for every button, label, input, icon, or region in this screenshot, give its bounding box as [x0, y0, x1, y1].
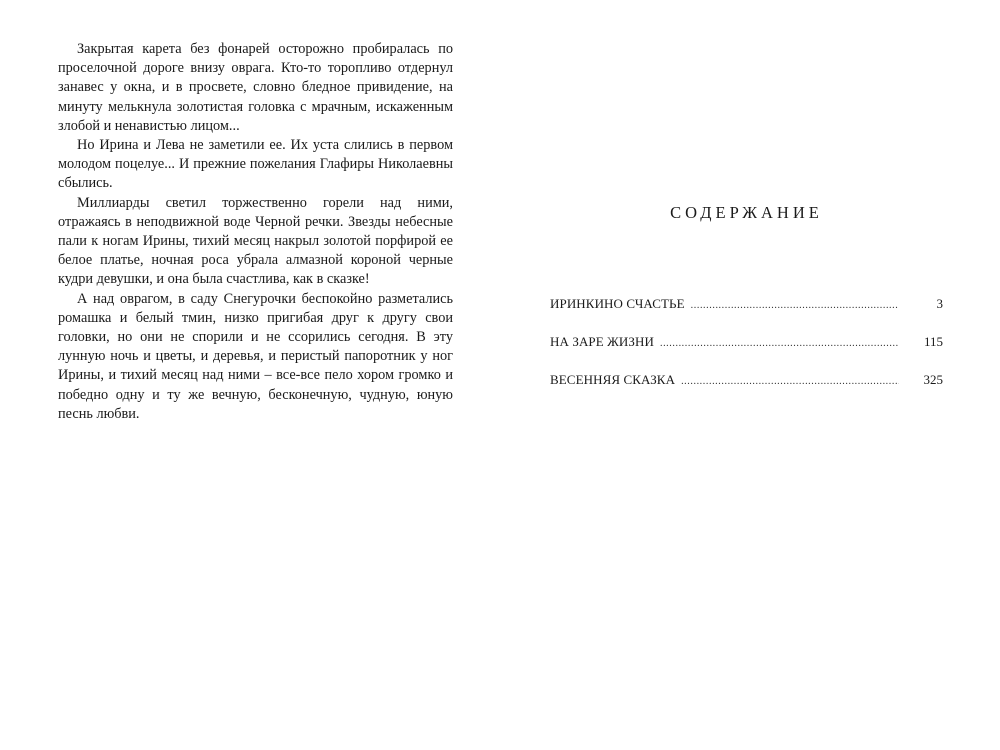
toc-entry-page: 115 — [923, 334, 943, 349]
toc-entry-page: 325 — [923, 372, 943, 387]
toc-entry-page: 3 — [936, 296, 943, 311]
paragraph: Закрытая карета без фонарей осторожно пробиралась по проселочной дороге внизу оврага. Кто-то торопливо отдернул занавес у окна, и в просвете, словно бледное привидение, на минуту мелькнула золотистая головка с мрачным, искаженным злобой и ненавистью лицом... — [58, 41, 453, 134]
paragraph: Миллиарды светил торжественно горели над ними, отражаясь в неподвижной воде Черной речки. Звезды небесные пали к ногам Ирины, тихий месяц накрыл золотой порфирой ее белое платье, ночная роса убрала алмазной короной черные кудри девушки, и она была счастлива, как в сказке! — [58, 194, 453, 288]
contents-title: СОДЕРЖАНИЕ — [670, 203, 823, 222]
toc-entry — [550, 296, 943, 312]
table-of-contents — [550, 0, 943, 750]
left-page-text — [58, 40, 453, 424]
toc-entry-title: ИРИНКИНО СЧАСТЬЕ — [550, 296, 685, 311]
toc-leader-dots — [681, 376, 899, 387]
paragraph: А над оврагом, в саду Снегурочки беспокойно разметались ромашка и белый тмин, низко пригибая друг к другу свои головки, но они не спорили и не ссорились сегодня. В эту лунную ночь и цветы, и деревья, и перистый папоротник у ног Ирины, и тихий месяц над ними – все-все пело хором громко и победно одну и ту же вечную, бесконечную, чудную, юную песнь любви. — [58, 290, 453, 422]
toc-entry-title: ВЕСЕННЯЯ СКАЗКА — [550, 372, 676, 387]
toc-leader-dots — [660, 338, 899, 349]
paragraph: Но Ирина и Лева не заметили ее. Их уста слились в первом молодом поцелуе... И прежние пожелания Глафиры Николаевны сбылись. — [58, 137, 453, 192]
toc-entry — [550, 372, 943, 388]
toc-entry-title: НА ЗАРЕ ЖИЗНИ — [550, 334, 654, 349]
toc-entry — [550, 334, 943, 350]
toc-leader-dots — [691, 300, 899, 311]
